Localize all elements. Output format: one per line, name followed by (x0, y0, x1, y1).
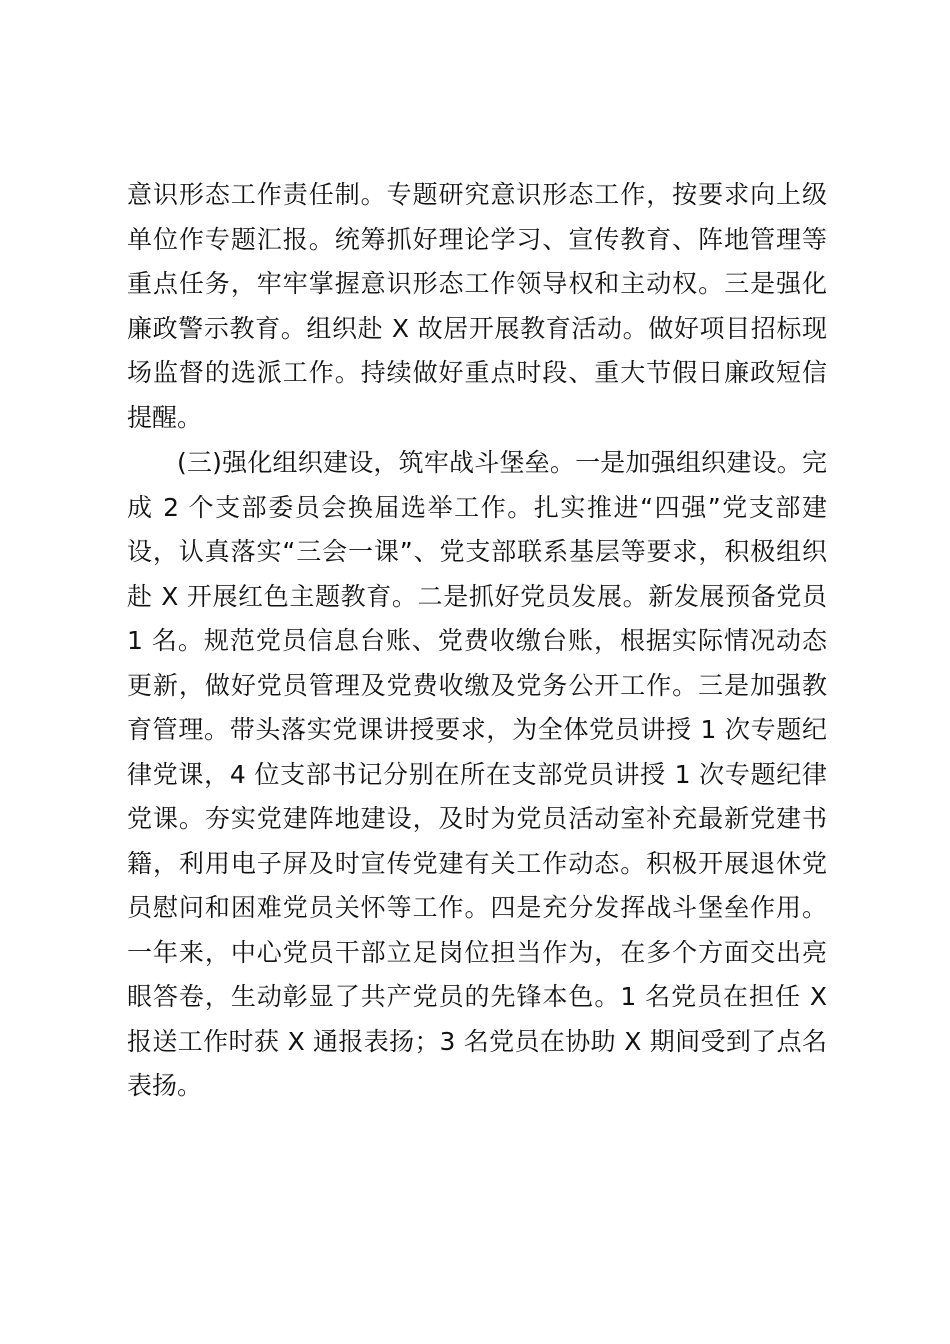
paragraph-ideology-integrity (127, 173, 827, 440)
text-line: 更新，做好党员管理及党费收缴及党务公开工作。三是加强教 (127, 670, 827, 700)
text-line: 报送工作时获 X 通报表扬；3 名党员在协助 X 期间受到了点名 (127, 1026, 827, 1056)
text-line: 成 2 个支部委员会换届选举工作。扎实推进“四强”党支部建 (127, 492, 827, 522)
text-line: 提醒。 (127, 402, 203, 432)
text-line: 意识形态工作责任制。专题研究意识形态工作，按要求向上级 (127, 180, 827, 209)
paragraph-organization-building (127, 441, 827, 1109)
text-line: 单位作专题汇报。统筹抓好理论学习、宣传教育、阵地管理等 (127, 224, 827, 254)
text-line: 眼答卷，生动彰显了共产党员的先锋本色。1 名党员在担任 X (127, 982, 827, 1011)
text-line: 赴 X 开展红色主题教育。二是抓好党员发展。新发展预备党员 (127, 581, 827, 611)
text-line: 重点任务，牢牢掌握意识形态工作领导权和主动权。三是强化 (127, 269, 827, 298)
text-line: 一年来，中心党员干部立足岗位担当作为，在多个方面交出亮 (127, 937, 827, 967)
text-line: 廉政警示教育。组织赴 X 故居开展教育活动。做好项目招标现 (127, 313, 827, 343)
text-line: 律党课，4 位支部书记分别在所在支部党员讲授 1 次专题纪律 (127, 759, 827, 789)
text-line: 1 名。规范党员信息台账、党费收缴台账，根据实际情况动态 (127, 626, 827, 655)
text-line: 党课。夯实党建阵地建设，及时为党员活动室补充最新党建书 (127, 804, 827, 833)
text-line: 场监督的选派工作。持续做好重点时段、重大节假日廉政短信 (127, 358, 827, 387)
text-line: 育管理。带头落实党课讲授要求，为全体党员讲授 1 次专题纪 (127, 715, 827, 744)
text-line: 籍，利用电子屏及时宣传党建有关工作动态。积极开展退休党 (127, 848, 827, 878)
text-line: 表扬。 (127, 1071, 203, 1100)
text-line: 设，认真落实“三会一课”、党支部联系基层等要求，积极组织 (127, 537, 827, 566)
section-heading-line: (三)强化组织建设，筑牢战斗堡垒。一是加强组织建设。完 (177, 448, 827, 477)
text-line: 员慰问和困难党员关怀等工作。四是充分发挥战斗堡垒作用。 (127, 893, 827, 922)
